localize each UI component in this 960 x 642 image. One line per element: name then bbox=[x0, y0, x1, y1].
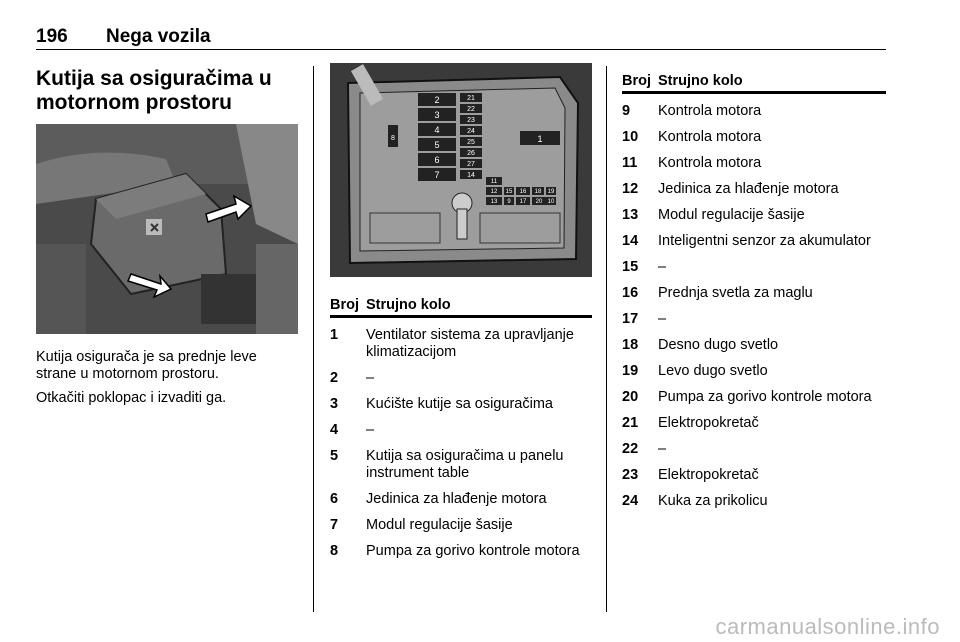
circuit-name: Ventilator sistema za upravljanje klimatizacijom bbox=[366, 327, 574, 360]
fuse-number: 13 bbox=[622, 207, 639, 223]
fuse-number: 21 bbox=[622, 415, 639, 431]
circuit-name: Levo dugo svetlo bbox=[658, 363, 768, 379]
circuit-name: Kontrola motora bbox=[658, 155, 762, 171]
fuse-number: 12 bbox=[622, 181, 639, 197]
circuit-name: Kontrola motora bbox=[658, 129, 762, 145]
fuse-number: 14 bbox=[622, 233, 639, 249]
lower-fuse-label: 13 bbox=[490, 199, 498, 205]
fuse-number: 19 bbox=[622, 363, 639, 379]
circuit-name: Kućište kutije sa osiguračima bbox=[366, 396, 553, 412]
circuit-table-left bbox=[330, 293, 592, 560]
fuse-number: 10 bbox=[622, 129, 639, 145]
circuit-name: – bbox=[658, 441, 667, 457]
fuse-8-label: 8 bbox=[391, 135, 395, 142]
small-fuse-label: 14 bbox=[467, 172, 475, 179]
page-number: 196 bbox=[36, 26, 68, 47]
table-row bbox=[330, 396, 592, 413]
small-fuse-label: 24 bbox=[467, 128, 475, 135]
fuse-number: 1 bbox=[330, 327, 339, 343]
section-title: Kutija sa osiguračima u motornom prostoru bbox=[36, 67, 272, 114]
table-row bbox=[622, 129, 886, 146]
col-circuit-header: Strujno kolo bbox=[658, 73, 743, 89]
table-row bbox=[622, 493, 886, 510]
fuse-number: 20 bbox=[622, 389, 639, 405]
fuse-number: 3 bbox=[330, 396, 339, 412]
circuit-name: – bbox=[658, 259, 667, 275]
lower-fuse-label: 19 bbox=[547, 189, 555, 195]
circuit-name: Pumpa za gorivo kontrole motora bbox=[658, 389, 872, 405]
small-fuse-label: 25 bbox=[467, 139, 475, 146]
circuit-name: Jedinica za hlađenje motora bbox=[658, 181, 839, 197]
circuit-name: Kutija sa osiguračima u panelu instrument table bbox=[366, 448, 564, 481]
table-row bbox=[330, 422, 592, 439]
circuit-name: Desno dugo svetlo bbox=[658, 337, 779, 353]
lower-fuse-label: 15 bbox=[505, 189, 513, 195]
col-number-header: Broj bbox=[622, 73, 651, 89]
relay-1-label: 1 bbox=[537, 134, 543, 144]
table-row bbox=[330, 370, 592, 387]
fuse-number: 6 bbox=[330, 491, 339, 507]
fuse-number: 2 bbox=[330, 370, 339, 386]
fuse-number: 8 bbox=[330, 543, 339, 559]
circuit-name: – bbox=[366, 422, 375, 438]
lower-fuse-label: 20 bbox=[535, 199, 543, 205]
circuit-name: Kuka za prikolicu bbox=[658, 493, 768, 509]
circuit-name: Prednja svetla za maglu bbox=[658, 285, 813, 301]
circuit-name: Elektropokretač bbox=[658, 415, 759, 431]
fuse-number: 17 bbox=[622, 311, 639, 327]
table-row bbox=[330, 491, 592, 508]
small-fuse-label: 22 bbox=[467, 106, 475, 113]
paragraph-location: Kutija osigurača je sa prednje leve strane u motornom prostoru. bbox=[36, 349, 257, 382]
small-fuse-label: 26 bbox=[467, 150, 475, 157]
table-row bbox=[622, 415, 886, 432]
table-row bbox=[330, 543, 592, 560]
circuit-name: Jedinica za hlađenje motora bbox=[366, 491, 547, 507]
fuse-box-diagram bbox=[330, 63, 592, 277]
circuit-name: Inteligentni senzor za akumulator bbox=[658, 233, 871, 249]
col-circuit-header: Strujno kolo bbox=[366, 297, 451, 313]
big-fuse-label: 5 bbox=[434, 140, 440, 150]
circuit-name: Modul regulacije šasije bbox=[658, 207, 805, 223]
lower-fuse-label: 11 bbox=[490, 179, 498, 185]
table-row bbox=[622, 337, 886, 354]
table-row bbox=[622, 389, 886, 406]
big-fuse-label: 6 bbox=[434, 155, 440, 165]
circuit-name: Elektropokretač bbox=[658, 467, 759, 483]
column-divider-1 bbox=[313, 66, 314, 612]
table-row bbox=[622, 441, 886, 458]
fuse-number: 16 bbox=[622, 285, 639, 301]
column-divider-2 bbox=[606, 66, 607, 612]
table-header bbox=[622, 69, 886, 94]
fuse-number: 9 bbox=[622, 103, 631, 119]
table-row bbox=[622, 467, 886, 484]
fuse-number: 4 bbox=[330, 422, 339, 438]
fuse-number: 23 bbox=[622, 467, 639, 483]
small-fuse-label: 27 bbox=[467, 161, 475, 168]
table-row bbox=[622, 155, 886, 172]
fuse-number: 15 bbox=[622, 259, 639, 275]
fuse-number: 7 bbox=[330, 517, 339, 533]
circuit-name: – bbox=[658, 311, 667, 327]
table-row bbox=[622, 233, 886, 250]
header-rule bbox=[36, 49, 886, 50]
lower-fuse-label: 12 bbox=[490, 189, 498, 195]
lower-fuse-label: 9 bbox=[507, 199, 511, 205]
fuse-number: 18 bbox=[622, 337, 639, 353]
fuse-number: 11 bbox=[622, 155, 638, 171]
small-fuse-label: 23 bbox=[467, 117, 475, 124]
circuit-name: Pumpa za gorivo kontrole motora bbox=[366, 543, 580, 559]
engine-bay-photo bbox=[36, 124, 298, 334]
table-row bbox=[622, 181, 886, 198]
table-header bbox=[330, 293, 592, 318]
col-number-header: Broj bbox=[330, 297, 359, 313]
table-row bbox=[330, 517, 592, 534]
circuit-name: Kontrola motora bbox=[658, 103, 762, 119]
big-fuse-label: 7 bbox=[434, 170, 440, 180]
circuit-table-right bbox=[622, 69, 886, 510]
watermark: carmanualsonline.info bbox=[715, 614, 940, 639]
table-row bbox=[622, 311, 886, 328]
paragraph-instruction: Otkačiti poklopac i izvaditi ga. bbox=[36, 390, 227, 406]
table-row bbox=[622, 207, 886, 224]
small-fuse-label: 21 bbox=[467, 95, 475, 102]
page-header bbox=[36, 26, 211, 48]
fuse-number: 22 bbox=[622, 441, 639, 457]
big-fuse-label: 3 bbox=[434, 110, 440, 120]
table-row bbox=[622, 363, 886, 380]
table-row bbox=[622, 103, 886, 120]
fuse-number: 24 bbox=[622, 493, 639, 509]
chapter-title: Nega vozila bbox=[106, 26, 211, 47]
lower-fuse-label: 10 bbox=[547, 199, 555, 205]
lower-fuse-label: 18 bbox=[534, 189, 542, 195]
big-fuse-label: 4 bbox=[434, 125, 440, 135]
table-row bbox=[622, 259, 886, 276]
table-row bbox=[330, 327, 592, 361]
circuit-name: – bbox=[366, 370, 375, 386]
lower-fuse-label: 16 bbox=[519, 189, 527, 195]
table-row bbox=[622, 285, 886, 302]
circuit-name: Modul regulacije šasije bbox=[366, 517, 513, 533]
lower-fuse-label: 17 bbox=[519, 199, 527, 205]
fuse-number: 5 bbox=[330, 448, 339, 464]
table-row bbox=[330, 448, 592, 482]
big-fuse-label: 2 bbox=[434, 95, 440, 105]
